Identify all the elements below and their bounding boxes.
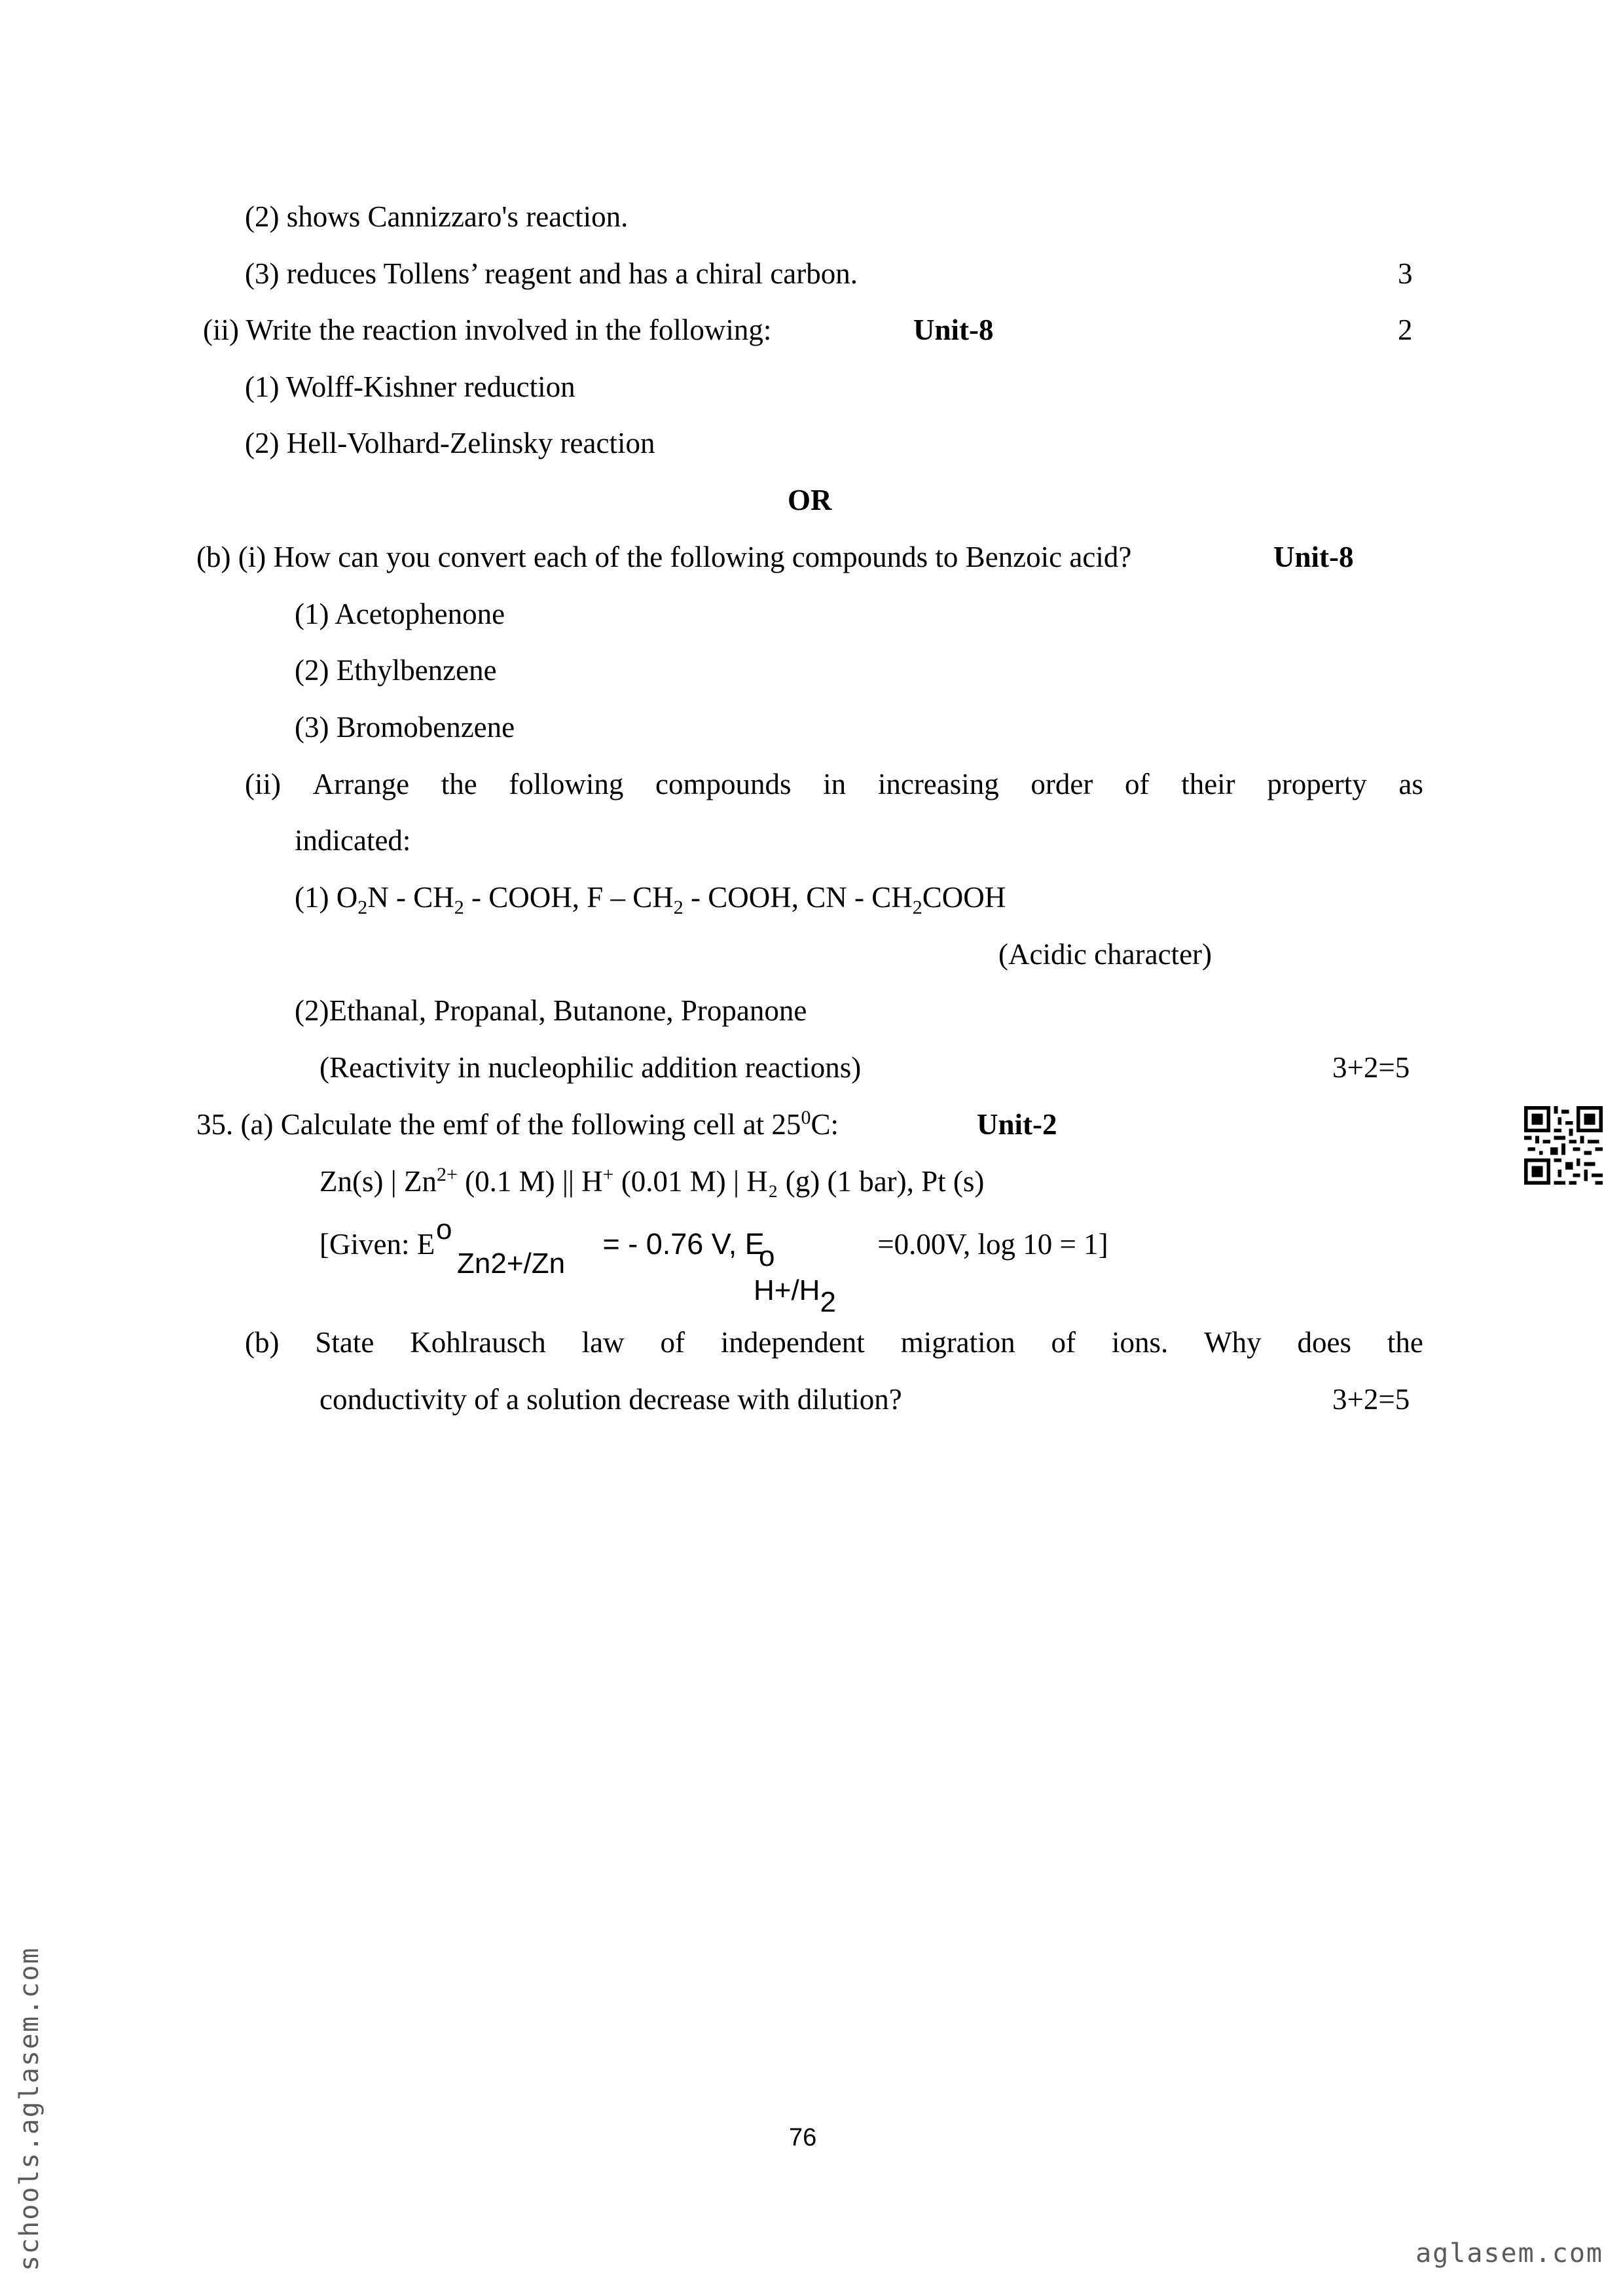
- q34-option-3: (3) reduces Tollens’ reagent and has a chiral carbon.: [245, 257, 858, 290]
- q34-option-3-marks: 3: [1398, 257, 1413, 290]
- q34-b-ii-item-1-note: (Acidic character): [998, 938, 1213, 971]
- q34-part-ii: (ii) Write the reaction involved in the following:: [203, 314, 772, 346]
- q35-part-a-unit: Unit-2: [977, 1108, 1057, 1141]
- given-h-value: =0.00V, log 10 = 1]: [877, 1228, 1108, 1261]
- q35-part-b-cont: conductivity of a solution decrease with dilution?: [319, 1383, 902, 1416]
- q34-b-part-ii: (ii) Arrange the following compounds in increasing order of their property as: [245, 768, 1423, 800]
- q34-b-ii-item-2: (2)Ethanal, Propanal, Butanone, Propanone: [295, 994, 807, 1027]
- q34-b-i-item-2: (2) Ethylbenzene: [295, 654, 497, 687]
- q34-b-part-i: (b) (i) How can you convert each of the following compounds to Benzoic acid?: [196, 541, 1132, 573]
- q34-option-2: (2) shows Cannizzaro's reaction.: [245, 200, 629, 233]
- q35-given-values: [Given: E o Zn2+/Zn = - 0.76 V, E o H+/H2 =0.00V, log 10 = 1]: [319, 1213, 1108, 1318]
- q35-marks: 3+2=5: [1332, 1383, 1410, 1416]
- q34-b-part-i-unit: Unit-8: [1273, 541, 1354, 573]
- q34-part-ii-marks: 2: [1398, 314, 1413, 346]
- qr-code-icon: [1524, 1106, 1603, 1185]
- q34-b-ii-item-2-note: (Reactivity in nucleophilic addition reactions): [319, 1051, 862, 1084]
- page-number: 76: [789, 2124, 817, 2151]
- watermark-side: schools.aglasem.com: [14, 1946, 45, 2271]
- watermark-corner: aglasem.com: [1415, 2238, 1603, 2269]
- q34-part-ii-item-2: (2) Hell-Volhard-Zelinsky reaction: [245, 427, 655, 459]
- q34-b-part-ii-cont: indicated:: [295, 824, 411, 857]
- q34-b-i-item-1: (1) Acetophenone: [295, 598, 505, 630]
- q34-part-ii-unit: Unit-8: [913, 314, 994, 346]
- given-zn-value: = - 0.76 V, E: [602, 1227, 765, 1261]
- q34-part-ii-item-1: (1) Wolff-Kishner reduction: [245, 370, 575, 403]
- q34-b-i-item-3: (3) Bromobenzene: [295, 711, 515, 744]
- q34-b-marks: 3+2=5: [1332, 1051, 1410, 1084]
- q35-part-a: 35. (a) Calculate the emf of the following cell at $25^0C$:: [196, 1107, 839, 1141]
- q35-part-b: (b) State Kohlrausch law of independent migration of ions. Why does the: [245, 1326, 1423, 1359]
- or-separator: OR: [788, 484, 832, 516]
- q34-b-ii-item-1: (1) $O_2N - CH_2$ - COOH, F – $CH_2$ - COOH, CN - $CH_2COOH$: [295, 881, 1006, 918]
- given-e-zn: [Given: E o Zn2+/Zn: [319, 1213, 566, 1280]
- q35-cell-notation: Zn(s) | $Zn^{2+}$ (0.1 M) || H+ (0.01 M) | H₂ (g) (1 bar), Pt (s): [319, 1164, 985, 1198]
